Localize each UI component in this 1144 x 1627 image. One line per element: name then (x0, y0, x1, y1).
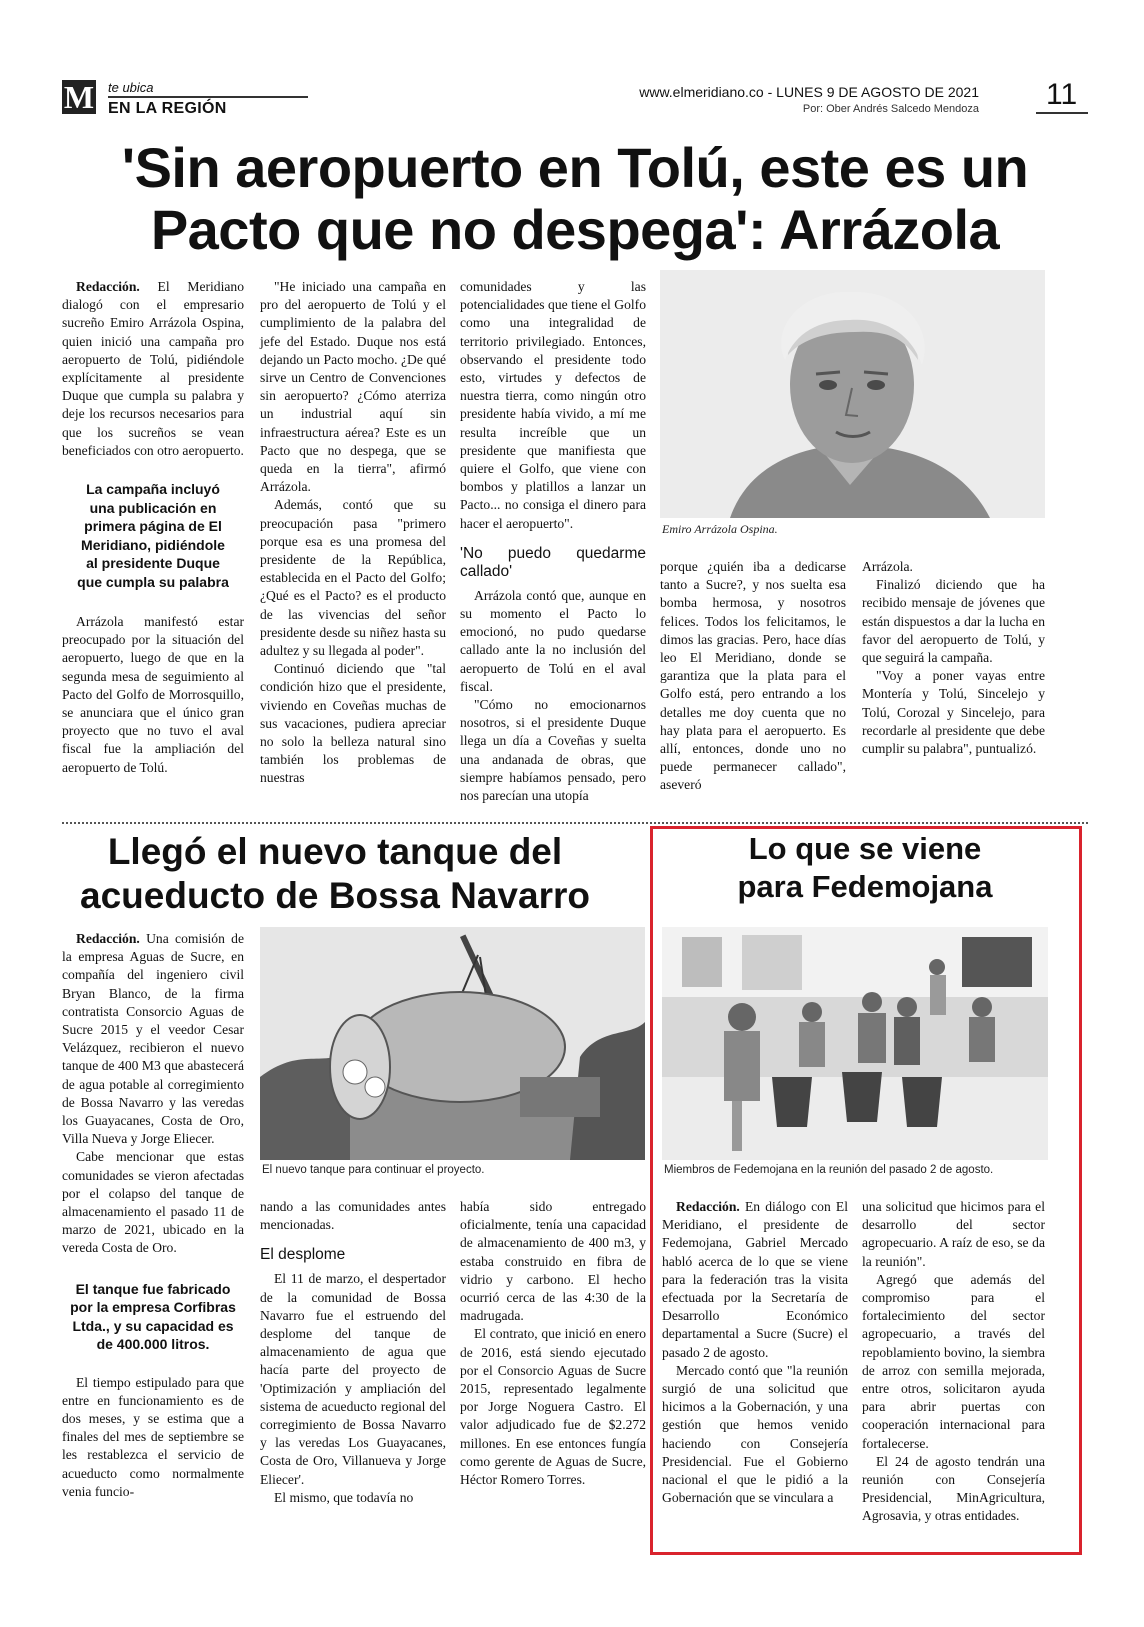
site-and-date: www.elmeridiano.co - LUNES 9 DE AGOSTO DE 2021 (639, 84, 979, 100)
article1-column-3 (460, 278, 646, 805)
article1-paragraph: Además, contó que su preocupación pasa "primero porque esa es una promesa del presidente de la República, establecida en el Pacto del Golfo; ¿Qué es el Pacto? es el producto de las vivencias del señor presidente desde su niñez hasta su adultez y su llegada al poder". (260, 497, 446, 659)
article2-paragraph: Cabe mencionar que estas comunidades se vieron afectadas por el colapso del tanque de almacenamiento el pasado 11 de marzo de 2021, ubicado en la vereda Costa de Oro. (62, 1149, 244, 1256)
article2-paragraph: nando a las comunidades antes mencionadas. (260, 1199, 446, 1233)
section-subtitle: te ubica (108, 80, 154, 95)
article3-column-1 (662, 1198, 848, 1507)
section-divider (62, 822, 1088, 824)
fedemojana-meeting-illustration (662, 927, 1048, 1160)
article1-paragraph: Arrázola. (862, 559, 913, 574)
article1-paragraph: Finalizó diciendo que ha recibido mensaje de jóvenes que están dispuestos a dar la lucha en favor del aeropuerto de Tolú, y que seguirá la campaña. (862, 577, 1045, 666)
article2-headline-line2: acueducto de Bossa Navarro (80, 875, 590, 916)
article3-headline (655, 830, 1075, 906)
article1-headline (40, 137, 1110, 261)
article2-text: Una comisión de la empresa Aguas de Sucre, en compañía del ingeniero civil Bryan Blanco, de la firma contratista Consorcio Aguas de Sucre 2015 y el veedor Cesar Velázquez, recibieron el nuevo tanque de 400 M3 que abastecerá de agua potable al corregimiento de Bossa Navarro y las veredas los Guayacanes, Costa de Oro, Villa Nueva y Jorge Eliecer. (62, 931, 244, 1147)
tank-photo-caption: El nuevo tanque para continuar el proyecto. (262, 1164, 485, 1176)
article1-paragraph: "Cómo no emocionarnos nosotros, si el presidente Duque llega un día a Coveñas y suelta una andanada de obras, que siempre habíamos pensado, pero nos parecían una utopía (460, 697, 646, 804)
section-rule (108, 96, 308, 98)
article2-pullquote: El tanque fue fabricado por la empresa Corfibras Ltda., y su capacidad es de 400.000 litros. (70, 1280, 236, 1353)
article1-text: El Meridiano dialogó con el empresario sucreño Emiro Arrázola Ospina, quien inició una campaña pro aeropuerto de Tolú, pidiéndole explícitamente al presidente Duque que cumpla su palabra y deje los recursos necesarios para que los sucreños se vean beneficiados con otro aeropuerto. (62, 279, 244, 458)
page-number-rule (1036, 112, 1088, 114)
tank-photo (260, 927, 645, 1160)
article1-lead: Redacción. (76, 279, 140, 294)
el-meridiano-logo: M (63, 79, 95, 115)
article1-paragraph: "He iniciado una campaña en pro del aeropuerto de Tolú y el cumplimiento de la palabra del jefe del Estado. Duque nos está dejando un Pacto mocho. ¿De qué sirve un Centro de Convenciones sin aeropuerto? ¿Cómo aterriza un industrial aquí sin infraestructura aérea? Este es un Pacto que no despega, que se queda en la tierra", afirmó Arrázola. (260, 279, 446, 495)
article1-headline-line2: Pacto que no despega': Arrázola (150, 198, 1000, 261)
article3-paragraph (662, 1198, 848, 1362)
page-number: 11 (1046, 78, 1078, 111)
arrazola-photo-caption: Emiro Arrázola Ospina. (662, 522, 778, 536)
article3-headline-line2: para Fedemojana (737, 869, 993, 904)
article1-column-1 (62, 278, 244, 777)
article2-paragraph: El contrato, que inició en enero de 2016, está siendo ejecutado por el Consorcio Aguas de Sucre 2015, representado legalmente por Jorge Noguera Castro. El valor adjudicado fue de $2.272 millones. En ese entonces fungía como gerente de Aguas de Sucre, Héctor Romero Torres. (460, 1326, 646, 1488)
article2-subhead: El desplome (260, 1246, 346, 1264)
article2-lead: Redacción. (76, 931, 140, 946)
article2-headline-line1: Llegó el nuevo tanque del (107, 831, 563, 872)
article3-text: En diálogo con El Meridiano, el presidente de Fedemojana, Gabriel Mercado habló acerca de lo que se viene para la federación tras la visita efectuada por la Secretaría de Desarrollo Económico departamental a Sucre (Sucre) el pasado 2 de agosto. (662, 1199, 848, 1360)
article2-paragraph: había sido entregado oficialmente, tenía una capacidad de almacenamiento de 400 m3, y estaba construido en fibra de vidrio y carbono. El hecho ocurrió cerca de las 4:30 de la madrugada. (460, 1199, 646, 1324)
arrazola-photo (660, 270, 1045, 518)
arrazola-portrait-illustration (660, 270, 1045, 518)
article1-paragraph: Arrázola contó que, aunque en su momento el Pacto lo emocionó, no pudo quedarse callado ante la no inclusión del aeropuerto de Tolú en el aval fiscal. (460, 587, 646, 694)
article1-paragraph: Continuó diciendo que "tal condición hizo que el presidente, viviendo en Coveñas muchas de sus vacaciones, pudiera apreciar no solo la belleza natural sino también los problemas de nuestras (260, 661, 446, 786)
article2-paragraph: El tiempo estipulado para que entre en funcionamiento es de dos meses, y se estima que a finales del mes de septiembre se les restablezca el servicio de acueducto como normalmente venia funcio- (62, 1374, 244, 1499)
byline: Por: Ober Andrés Salcedo Mendoza (802, 103, 979, 115)
article1-column-4 (660, 558, 846, 795)
article3-paragraph: Agregó que además del compromiso para el fortalecimiento del sector agropecuario, a través del repoblamiento bovino, la siembra de arroz con semilla mejorada, entre otros, solicitaron ayuda para abrir puertas con cooperación internacional para fortalecerse. (862, 1271, 1045, 1451)
article3-column-2 (862, 1198, 1045, 1526)
article2-column-3 (460, 1198, 646, 1489)
article1-subhead: 'No puedo quedarme callado' (460, 544, 646, 580)
article1-paragraph: porque ¿quién iba a dedicarse tanto a Sucre?, y nos suelta esa bomba hermosa, y nosotros felices. Todos los felicitamos, le dimos las gracias. Pero, hace días leo El Meridiano, donde se garantiza que la plata para el Golfo está, pero entrando a los detalles me doy cuenta que no hay plata para el aeropuerto. Es allí, entonces, donde uno no puede permanecer callado", aseveró (660, 559, 846, 793)
article1-paragraph: Arrázola manifestó estar preocupado por la situación del aeropuerto, luego de que en la segunda mesa de seguimiento al Pacto del Golfo de Morrosquillo, se anunciara que el único gran proyecto que no tuvo el aval fiscal fue la ampliación del aeropuerto de Tolú. (62, 614, 244, 775)
fedemojana-photo (662, 927, 1048, 1160)
fedemojana-photo-caption: Miembros de Fedemojana en la reunión del pasado 2 de agosto. (664, 1164, 994, 1176)
article2-paragraph (62, 930, 244, 1148)
article3-lead: Redacción. (676, 1199, 740, 1214)
article2-paragraph: El 11 de marzo, el despertador de la comunidad de Bossa Navarro fue el estruendo del desplome del tanque de almacenamiento de agua que hacía parte del proyecto de 'Optimización y ampliación del sistema de acueducto regional del corregimiento de Bossa Navarro y las veredas Los Guayacanes, Costa de Oro, Villanueva y Jorge Eliecer'. (260, 1271, 446, 1487)
article1-paragraph (62, 278, 244, 460)
article2-headline (40, 830, 630, 918)
article3-paragraph: una solicitud que hicimos para el desarrollo del sector agropecuario. A raíz de eso, se da la reunión". (862, 1199, 1045, 1269)
article3-headline-line1: Lo que se viene (748, 831, 982, 866)
article3-paragraph: El 24 de agosto tendrán una reunión con Consejería Presidencial, MinAgricultura, Agrosavia, y otras entidades. (862, 1453, 1045, 1524)
section-title: EN LA REGIÓN (108, 100, 227, 117)
article3-paragraph: Mercado contó que "la reunión surgió de una solicitud que hicimos a la Gobernación, y una gestión que hemos venido haciendo con Consejería Presidencial. Fue el Gobierno nacional el que le pidió a la Gobernación que se vinculara a (662, 1362, 848, 1506)
article1-column-2 (260, 278, 446, 788)
article1-headline-line1: 'Sin aeropuerto en Tolú, este es un (121, 136, 1029, 199)
article2-column-1 (62, 930, 244, 1501)
article1-paragraph: comunidades y las potencialidades que tiene el Golfo como una integralidad de territorio privilegiado. Entonces, observando el presidente todo esto, virtudes y defectos de nuestra tierra, como ningún otro presidente había vivido, a mí me resulta increíble que un presidente que manifiesta que quiere el Golfo, que viene con bombos y platillos a lanzar un Pacto... no consiga el dinero para hacer el aeropuerto". (460, 279, 646, 531)
article1-paragraph: "Voy a poner vayas entre Montería y Tolú, Sincelejo y Tolú, Corozal y Sincelejo, para recordarle al presidente que debe cumplir su palabra", puntualizó. (862, 668, 1045, 757)
tank-photo-illustration (260, 927, 645, 1160)
article1-column-5 (862, 558, 1045, 758)
article2-column-2 (260, 1198, 446, 1507)
article1-pullquote: La campaña incluyó una publicación en primera página de El Meridiano, pidiéndole al presidente Duque que cumpla su palabra (77, 481, 229, 590)
article2-paragraph: El mismo, que todavía no (274, 1489, 414, 1505)
